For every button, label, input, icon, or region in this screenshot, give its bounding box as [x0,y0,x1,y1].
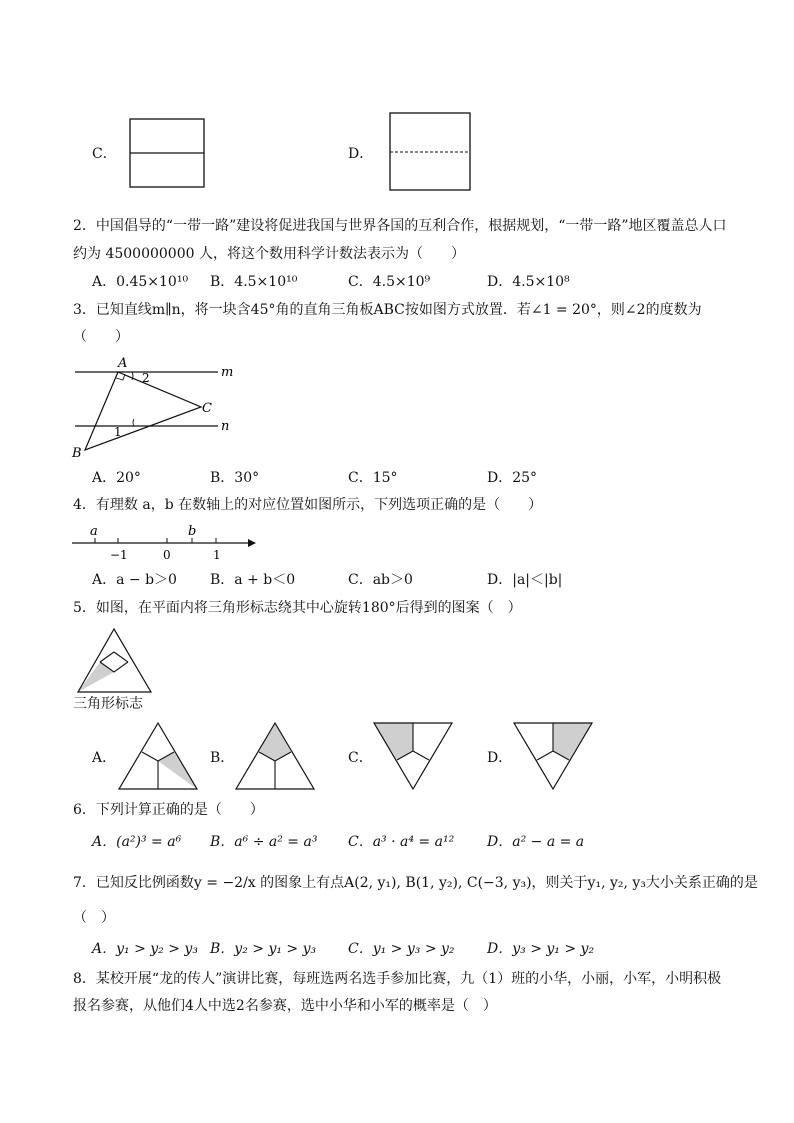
label-angle-2: 2 [142,371,150,385]
q3-option-a[interactable]: A．20° [92,470,141,486]
q4-option-b[interactable]: B．a + b＜0 [210,572,296,588]
label-a: A [118,356,128,371]
q1-option-d-label[interactable]: D． [348,146,374,162]
q3-figure-triangle-parallel-lines [70,355,240,460]
angle-2-arc [132,372,133,380]
q5-option-b-figure[interactable] [234,721,316,791]
label-angle-1: 1 [114,425,122,439]
q6-option-c[interactable]: C．a³ · a⁴ = a¹² [348,834,455,850]
q4-stem: 4．有理数 a，b 在数轴上的对应位置如图所示，下列选项正确的是（ ） [73,497,543,513]
q2-option-d[interactable]: D．4.5×10⁸ [487,274,570,290]
q7-option-d[interactable]: D．y₃ > y₁ > y₂ [487,941,595,957]
point-b-label: b [188,524,197,539]
q7-option-c[interactable]: C．y₁ > y₃ > y₂ [348,941,455,957]
q1-option-c-figure [128,118,208,190]
q2-option-b[interactable]: B．4.5×10¹⁰ [210,274,298,290]
q5-option-c-label[interactable]: C． [348,750,373,766]
q5-option-b-label[interactable]: B． [210,750,235,766]
tick-minus-1: −1 [110,548,128,562]
q3-option-c[interactable]: C．15° [348,470,398,486]
q5-option-c-figure[interactable] [372,721,454,791]
q1-option-d-figure [388,112,474,194]
q3-stem-line2: （ ） [73,329,129,345]
q5-caption: 三角形标志 [73,696,143,712]
label-n: n [221,419,230,434]
q4-number-line [70,522,260,564]
tick-0: 0 [163,548,171,562]
q6-option-a[interactable]: A．(a²)³ = a⁶ [92,834,182,850]
q3-option-b[interactable]: B．30° [210,470,260,486]
label-c: C [202,401,212,416]
q8-stem-line1: 8．某校开展“龙的传人”演讲比赛，每班选两名选手参加比赛，九（1）班的小华，小丽，小军，小明积极 [73,971,722,987]
q5-option-a-label[interactable]: A． [92,750,117,766]
q7-stem-line2: （ ） [73,910,115,926]
q2-option-a[interactable]: A．0.45×10¹⁰ [92,274,189,290]
q7-stem-line1: 7．已知反比例函数y = −2/x 的图象上有点A(2, y₁), B(1, y₂), C(−3, y₃)，则关于y₁, y₂, y₃大小关系正确的是 [73,875,758,891]
q4-option-c[interactable]: C．ab＞0 [348,572,413,588]
q8-stem-line2: 报名参赛，从他们4人中选2名参赛，选中小华和小军的概率是（ ） [73,998,497,1014]
q2-stem-line2: 约为 4500000000 人，将这个数用科学计数法表示为（ ） [73,246,465,262]
label-m: m [221,365,234,380]
q6-stem: 6．下列计算正确的是（ ） [73,802,264,818]
q5-option-d-label[interactable]: D． [487,750,513,766]
label-b: B [72,446,82,461]
q3-option-d[interactable]: D．25° [487,470,538,486]
point-a-label: a [90,524,98,539]
q6-option-d[interactable]: D．a² − a = a [487,834,585,850]
tick-1: 1 [213,548,221,562]
angle-1-arc [133,419,134,426]
q5-stem: 5．如图，在平面内将三角形标志绕其中心旋转180°后得到的图案（ ） [73,600,522,616]
q1-option-c-label[interactable]: C． [92,146,117,162]
q6-option-b[interactable]: B．a⁶ ÷ a² = a³ [210,834,318,850]
q5-original-logo [74,626,154,694]
q5-option-d-figure[interactable] [512,721,594,791]
q4-option-a[interactable]: A．a − b＞0 [92,572,177,588]
q2-option-c[interactable]: C．4.5×10⁹ [348,274,431,290]
q2-stem-line1: 2．中国倡导的“一带一路”建设将促进我国与世界各国的互利合作，根据规划，“一带一路”地区覆盖总人口 [73,218,727,234]
q7-option-b[interactable]: B．y₂ > y₁ > y₃ [210,941,317,957]
q7-option-a[interactable]: A．y₁ > y₂ > y₃ [92,941,198,957]
arrow-head [248,539,256,547]
q4-option-d[interactable]: D．|a|＜|b| [487,572,563,588]
q5-option-a-figure[interactable] [117,721,199,791]
q3-stem-line1: 3．已知直线m∥n，将一块含45°角的直角三角板ABC按如图方式放置．若∠1 = 20°，则∠2的度数为 [73,302,702,318]
